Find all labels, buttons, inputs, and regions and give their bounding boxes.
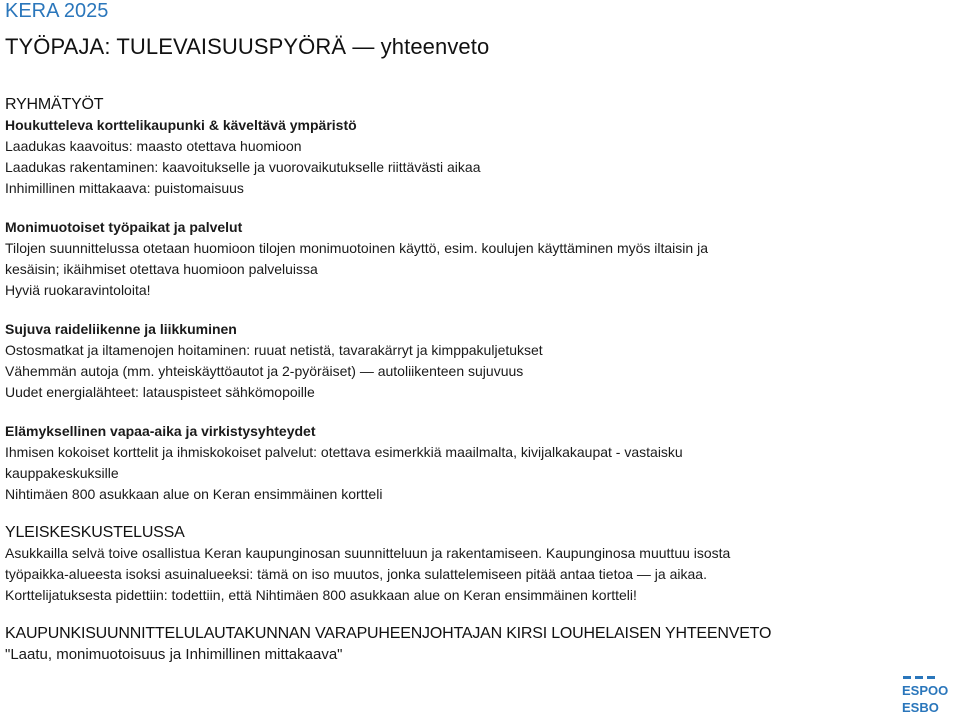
general-line: Korttelijatuksesta pidettiin: todettiin, että Nihtimäen 800 asukkaan alue on Keran ensimmäinen kortteli! [5,587,637,603]
group-2 [5,217,950,301]
summary-quote: "Laatu, monimuotoisuus ja Inhimillinen mittakaava" [5,646,343,663]
group-line: Hyviä ruokaravintoloita! [5,282,151,298]
logo-text-line2: ESBO [902,700,939,715]
section-heading-general: YLEISKESKUSTELUSSA [5,524,185,541]
general-line: Asukkailla selvä toive osallistua Keran kaupunginosan suunnitteluun ja rakentamiseen. Kaupunginosa muuttuu isosta [5,545,731,561]
group-line: Laadukas kaavoitus: maasto otettava huomioon [5,138,302,154]
group-line: Ihmisen kokoiset korttelit ja ihmiskokoiset palvelut: otettava esimerkkiä maailmalta, kivijalkakaupat - vastaisku [5,444,683,460]
group-line: Tilojen suunnittelussa otetaan huomioon tilojen monimuotoinen käyttö, esim. koulujen käyttäminen myös iltaisin ja [5,240,708,256]
group-line: Ostosmatkat ja iltamenojen hoitaminen: ruuat netistä, tavarakärryt ja kimppakuljetukset [5,342,543,358]
espoo-logo [902,676,952,716]
group-line: kauppakeskuksille [5,465,119,481]
group-3 [5,319,950,403]
group-heading: Houkutteleva korttelikaupunki & käveltävä ympäristö [5,117,357,133]
section-heading-groupworks: RYHMÄTYÖT [5,96,104,113]
group-line: Inhimillinen mittakaava: puistomaisuus [5,180,244,196]
group-line: Nihtimäen 800 asukkaan alue on Keran ensimmäinen kortteli [5,486,383,502]
group-line: kesäisin; ikäihmiset otettava huomioon palveluissa [5,261,318,277]
group-line: Vähemmän autoja (mm. yhteiskäyttöautot ja 2-pyöräiset) — autoliikenteen sujuvuus [5,363,524,379]
group-heading: Monimuotoiset työpaikat ja palvelut [5,219,243,235]
section-heading-summary: KAUPUNKISUUNNITTELULAUTAKUNNAN VARAPUHEENJOHTAJAN KIRSI LOUHELAISEN YHTEENVETO [5,625,772,642]
group-line: Uudet energialähteet: latauspisteet sähkömopoille [5,384,315,400]
group-4 [5,421,950,505]
kera-label: KERA 2025 [5,0,109,22]
logo-text-line1: ESPOO [902,683,949,698]
group-heading: Sujuva raideliikenne ja liikkuminen [5,321,237,337]
general-line: työpaikka-alueesta isoksi asuinalueeksi: tämä on iso muutos, jonka sulattelemiseen pitää antaa tietoa — ja aikaa. [5,566,707,582]
document-body [5,95,950,665]
page-title: TYÖPAJA: TULEVAISUUSPYÖRÄ — yhteenveto [5,34,490,59]
group-1 [5,115,950,199]
group-heading: Elämyksellinen vapaa-aika ja virkistysyhteydet [5,423,316,439]
group-line: Laadukas rakentaminen: kaavoitukselle ja vuorovaikutukselle riittävästi aikaa [5,159,481,175]
